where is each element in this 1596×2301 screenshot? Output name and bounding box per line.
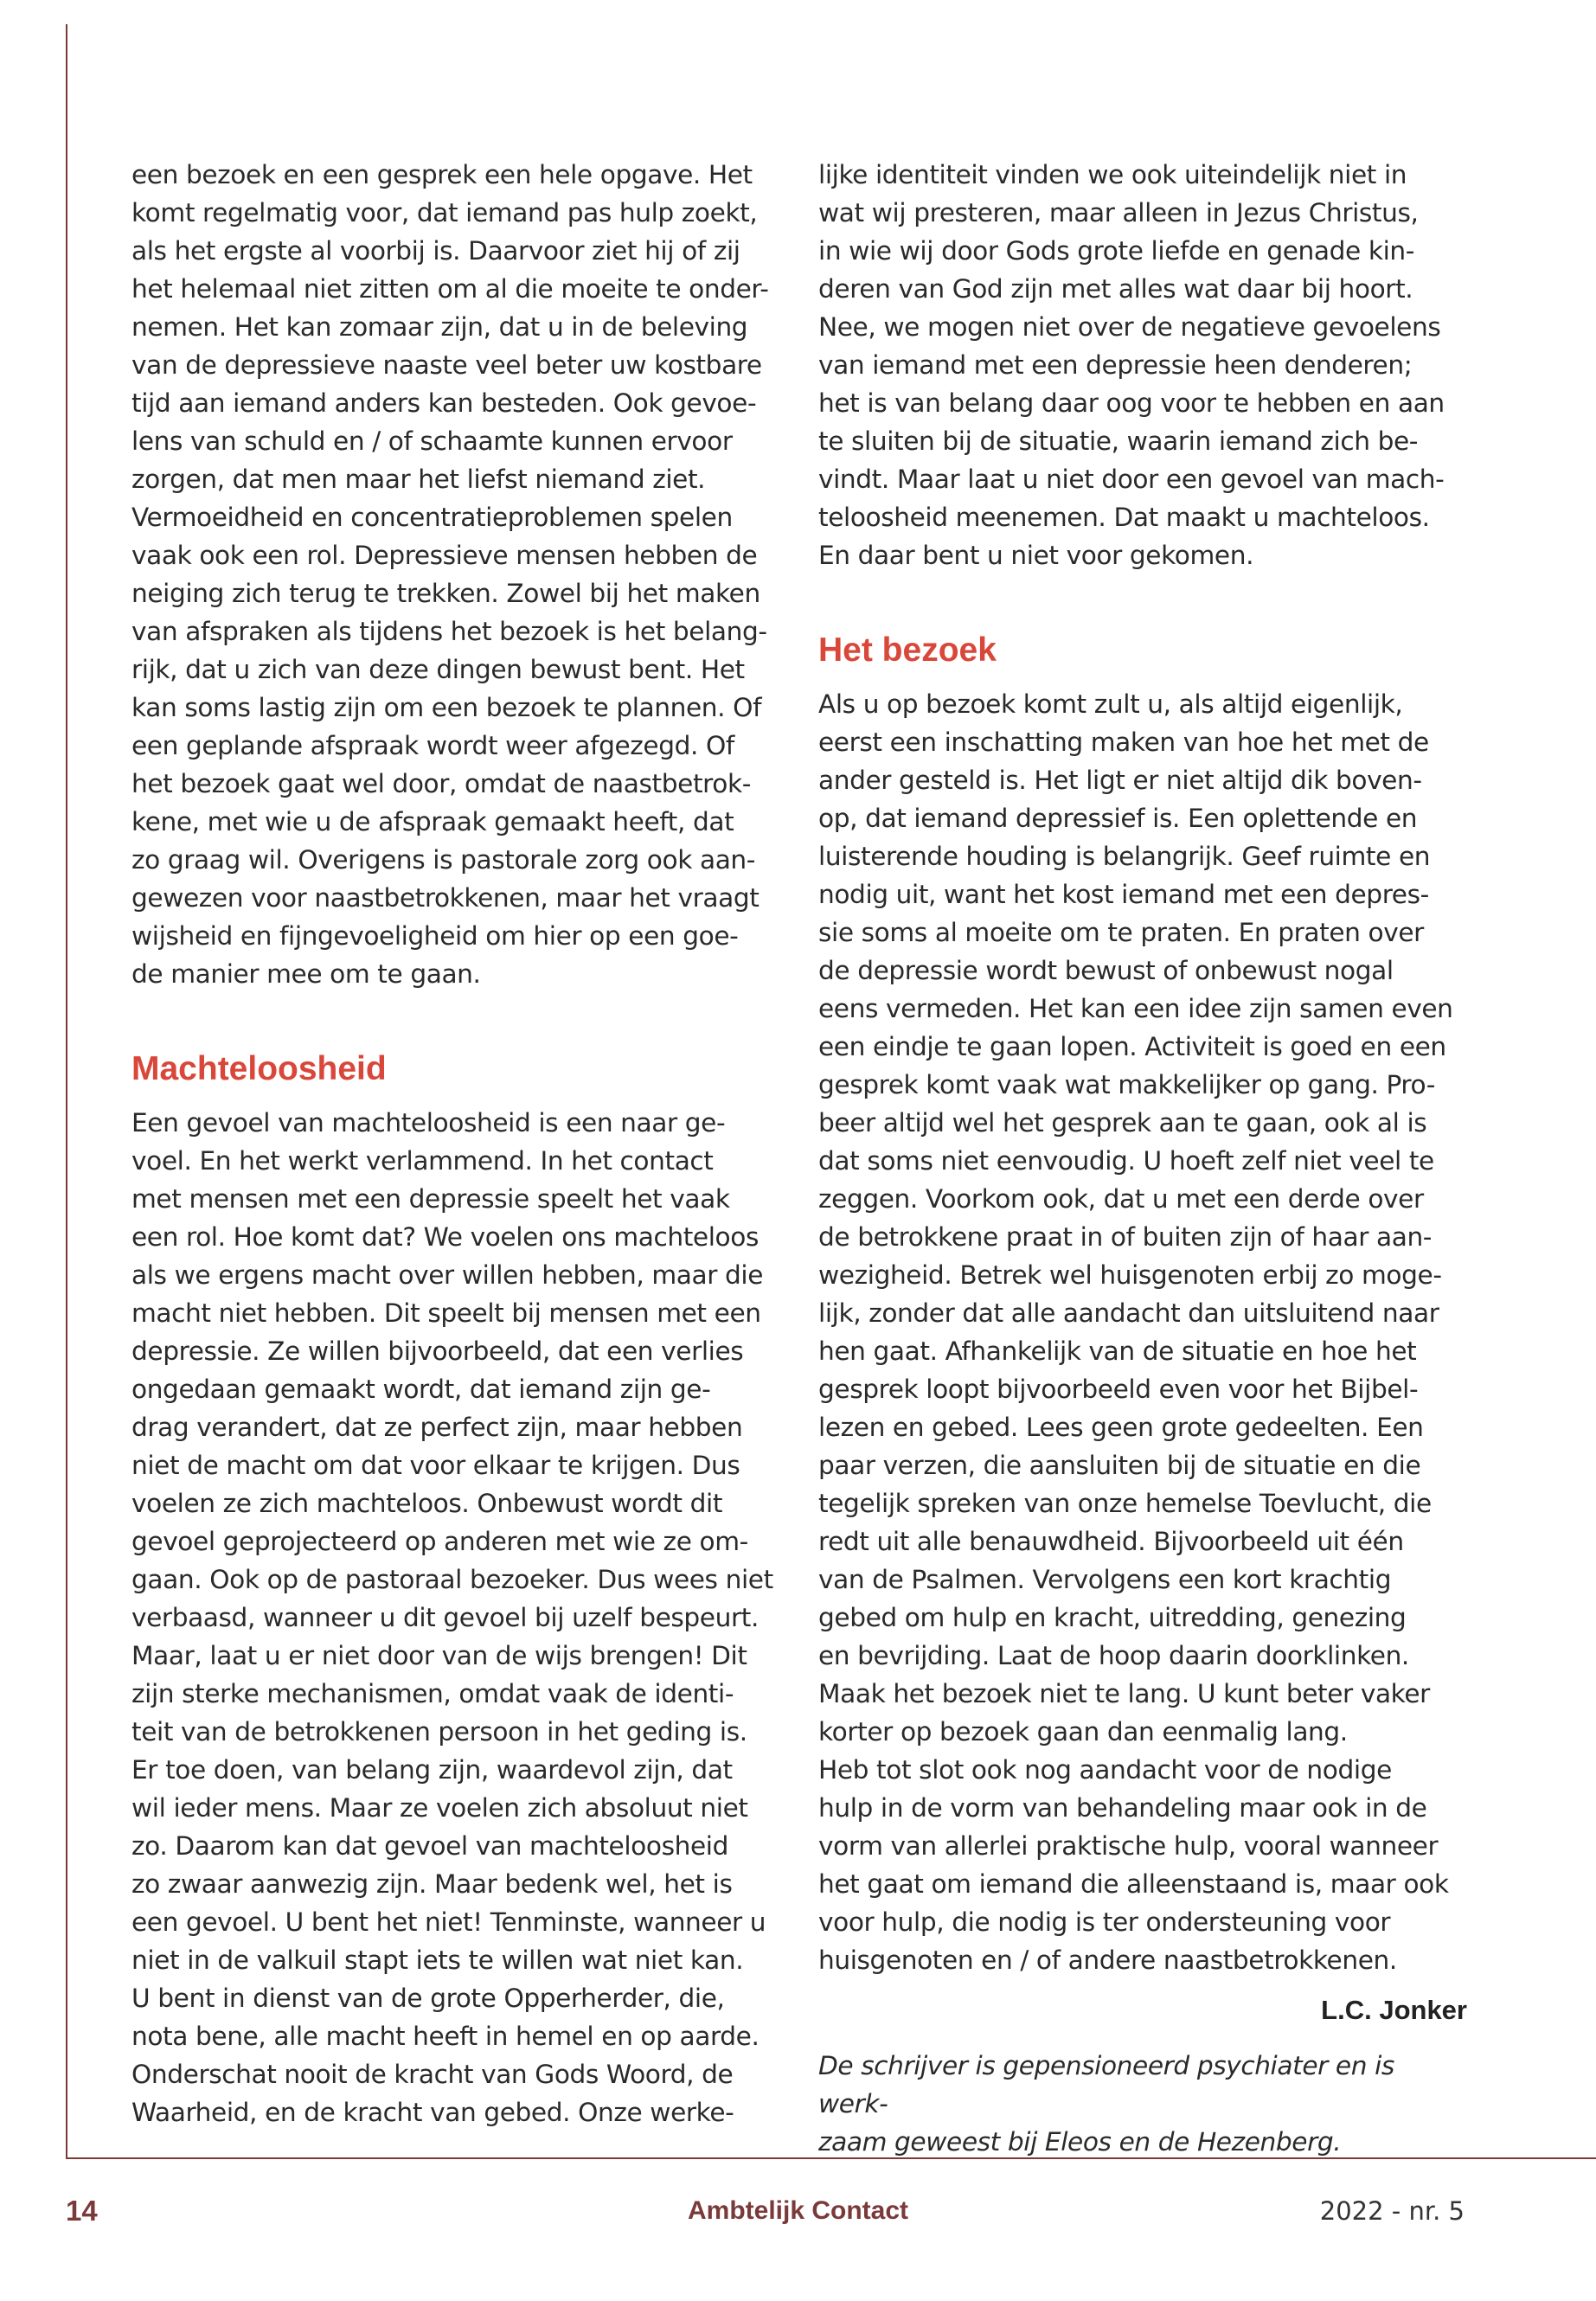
magazine-title: Ambtelijk Contact <box>687 2196 909 2225</box>
article-paragraph: Een gevoel van machteloosheid is een naar ge- voel. En het werkt verlammend. In het contact met mensen met een depressie speelt het vaak een rol. Hoe komt dat? We voelen ons machteloos als we ergens macht over willen hebben, maar die macht niet hebben. Dit speelt bij mensen met een depressie. Ze willen bijvoorbeeld, dat een verlies ongedaan gemaakt wordt, dat iemand zijn ge- drag verandert, dat ze perfect zijn, maar hebben niet de macht om dat voor elkaar te krijgen. Dus voelen ze zich machteloos. Onbewust wordt dit gevoel geprojecteerd op anderen met wie ze om- gaan. Ook op de pastoraal bezoeker. Dus wees niet verbaasd, wanneer u dit gevoel bij uzelf bespeurt. Maar, laat u er niet door van de wijs brengen! Dit zijn sterke mechanismen, omdat vaak de identi- teit van de betrokkenen persoon in het geding is. Er toe doen, van belang zijn, waardevol zijn, dat wil ieder mens. Maar ze voelen zich absoluut niet zo. Daarom kan dat gevoel van machteloosheid zo zwaar aanwezig zijn. Maar bedenk wel, het is een gevoel. U bent het niet! Tenminste, wanneer u niet in de valkuil stapt iets te willen wat niet kan. U bent in dienst van de grote Opperherder, die, nota bene, alle macht heeft in hemel en op aarde. Onderschat nooit de kracht van Gods Woord, de Waarheid, en de kracht van gebed. Onze werke- <box>131 1108 773 2127</box>
page-number: 14 <box>66 2195 98 2227</box>
article-paragraph: Als u op bezoek komt zult u, als altijd eigenlijk, eerst een inschatting maken van hoe het met de ander gesteld is. Het ligt er niet altijd dik boven- op, dat iemand depressief is. Een oplettende en luisterende houding is belangrijk. Geef ruimte en nodig uit, want het kost iemand met een depres- sie soms al moeite om te praten. En praten over de depressie wordt bewust of onbewust nogal eens vermeden. Het kan een idee zijn samen even een eindje te gaan lopen. Activiteit is goed en een gesprek komt vaak wat makkelijker op gang. Pro- beer altijd wel het gesprek aan te gaan, ook al is dat soms niet eenvoudig. U hoeft zelf niet veel te zeggen. Voorkom ook, dat u met een derde over de betrokkene praat in of buiten zijn of haar aan- wezigheid. Betrek wel huisgenoten erbij zo moge- lijk, zonder dat alle aandacht dan uitsluitend naar hen gaat. Afhankelijk van de situatie en hoe het gesprek loopt bijvoorbeeld even voor het Bijbel- lezen en gebed. Lees geen grote gedeelten. Een paar verzen, die aansluiten bij de situatie en die tegelijk spreken van onze hemelse Toevlucht, die redt uit alle benauwdheid. Bijvoorbeeld uit één van de Psalmen. Vervolgens een kort krachtig gebed om hulp en kracht, uitredding, genezing en bevrijding. Laat de hoop daarin doorklinken. Maak het bezoek niet te lang. U kunt beter vaker korter op bezoek gaan dan eenmalig lang. <box>818 689 1453 1747</box>
author-signature: L.C. Jonker <box>1321 1995 1467 2025</box>
issue-number: 2022 - nr. 5 <box>1319 2196 1465 2226</box>
right-column <box>818 156 1467 2161</box>
article-paragraph: Heb tot slot ook nog aandacht voor de nodige hulp in de vorm van behandeling maar ook in de vorm van allerlei praktische hulp, vooral wanneer het gaat om iemand die alleenstaand is, maar ook voor hulp, die nodig is ter ondersteuning voor huisgenoten en / of andere naastbetrokkenen. <box>818 1755 1449 1975</box>
article-paragraph: een bezoek en een gesprek een hele opgave. Het komt regelmatig voor, dat iemand pas hulp zoekt, als het ergste al voorbij is. Daarvoor ziet hij of zij het helemaal niet zitten om al die moeite te onder- nemen. Het kan zomaar zijn, dat u in de beleving van de depressieve naaste veel beter uw kostbare tijd aan iemand anders kan besteden. Ook gevoe- lens van schuld en / of schaamte kunnen ervoor zorgen, dat men maar het liefst niemand ziet. Vermoeidheid en concentratieproblemen spelen vaak ook een rol. Depressieve mensen hebben de neiging zich terug te trekken. Zowel bij het maken van afspraken als tijdens het bezoek is het belang- rijk, dat u zich van deze dingen bewust bent. Het kan soms lastig zijn om een bezoek te plannen. Of een geplande afspraak wordt weer afgezegd. Of het bezoek gaat wel door, omdat de naastbetrok- kene, met wie u de afspraak gemaakt heeft, dat zo graag wil. Overigens is pastorale zorg ook aan- gewezen voor naastbetrokkenen, maar het vraagt wijsheid en fijngevoeligheid om hier op een goe- de manier mee om te gaan. <box>131 160 769 989</box>
author-note: De schrijver is gepensioneerd psychiater en is werk- zaam geweest bij Eleos en de Hezenberg. <box>818 2051 1394 2157</box>
article-paragraph: lijke identiteit vinden we ook uiteindelijk niet in wat wij presteren, maar alleen in Jezus Christus, in wie wij door Gods grote liefde en genade kin- deren van God zijn met alles wat daar bij hoort. Nee, we mogen niet over de negatieve gevoelens van iemand met een depressie heen denderen; het is van belang daar oog voor te hebben en aan te sluiten bij de situatie, waarin iemand zich be- vindt. Maar laat u niet door een gevoel van mach- teloosheid meenemen. Dat maakt u machteloos. En daar bent u niet voor gekomen. <box>818 160 1445 570</box>
page-border-vertical <box>66 24 67 2158</box>
left-column <box>131 156 780 2131</box>
section-heading-het-bezoek: Het bezoek <box>818 631 997 669</box>
section-heading-machteloosheid: Machteloosheid <box>131 1050 387 1087</box>
